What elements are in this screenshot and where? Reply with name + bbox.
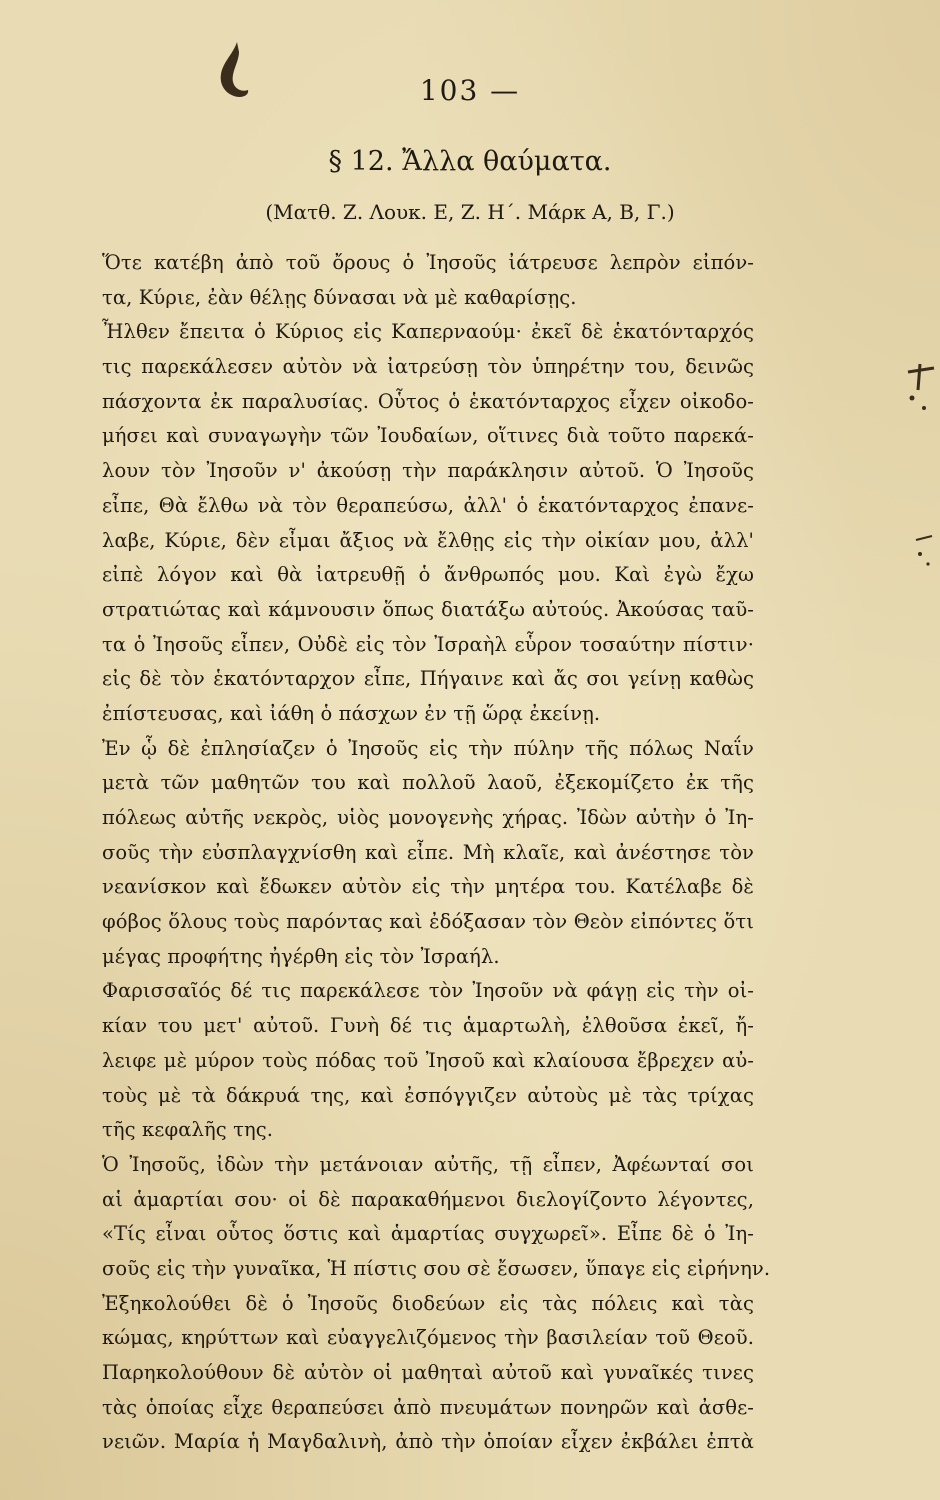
text-line: ἐπίστευσας, καὶ ἰάθη ὁ πάσχων ἐν τῇ ὥρᾳ ἐκείνῃ.: [102, 701, 601, 725]
text-line: στρατιώτας καὶ κάμνουσιν ὅπως διατάξω αὐτούς. Ἀκούσας ταῦ-: [102, 597, 754, 621]
text-line: τα, Κύριε, ἐὰν θέλῃς δύνασαι νὰ μὲ καθαρίσῃς.: [102, 285, 577, 309]
scripture-references: (Ματθ. Ζ. Λουκ. Ε, Ζ. Η΄. Μάρκ Α, Β, Γ.): [265, 200, 675, 224]
text-line: σοῦς εἰς τὴν γυναῖκα, Ἡ πίστις σου σὲ ἔσωσεν, ὕπαγε εἰς εἰρήνην.: [102, 1256, 771, 1280]
text-line: αἱ ἁμαρτίαι σου· οἱ δὲ παρακαθήμενοι διελογίζοντο λέγοντες,: [102, 1187, 754, 1211]
text-line: «Τίς εἶναι οὗτος ὅστις καὶ ἁμαρτίας συγχωρεῖ». Εἶπε δὲ ὁ Ἰη-: [102, 1222, 754, 1246]
section-title: § 12. Ἄλλα θαύματα.: [328, 146, 612, 177]
page-number: 103 —: [419, 74, 521, 107]
text-line: νεανίσκον καὶ ἔδωκεν αὐτὸν εἰς τὴν μητέρα του. Κατέλαβε δὲ: [102, 875, 754, 899]
text-line: λαβε, Κύριε, δὲν εἶμαι ἄξιος νὰ ἔλθῃς εἰς τὴν οἰκίαν μου, ἀλλ': [102, 528, 754, 552]
text-line: κώμας, κηρύττων καὶ εὐαγγελιζόμενος τὴν βασιλείαν τοῦ Θεοῦ.: [102, 1326, 754, 1350]
margin-ink-marks-icon: [898, 350, 940, 610]
text-line: Ἐν ᾧ δὲ ἐπλησίαζεν ὁ Ἰησοῦς εἰς τὴν πύλην τῆς πόλως Ναΐν: [102, 736, 754, 760]
text-line: πάσχοντα ἐκ παραλυσίας. Οὗτος ὁ ἑκατόνταρχος εἶχεν οἰκοδο-: [102, 389, 754, 413]
text-line: τα ὁ Ἰησοῦς εἶπεν, Οὐδὲ εἰς τὸν Ἰσραὴλ εὗρον τοσαύτην πίστιν·: [102, 632, 754, 656]
text-line: Ἐξηκολούθει δὲ ὁ Ἰησοῦς διοδεύων εἰς τὰς πόλεις καὶ τὰς: [102, 1291, 754, 1315]
text-line: Ὁ Ἰησοῦς, ἰδὼν τὴν μετάνοιαν αὐτῆς, τῇ εἶπεν, Ἀφέωνταί σοι: [102, 1152, 754, 1176]
text-line: λουν τὸν Ἰησοῦν ν' ἀκούσῃ τὴν παράκλησιν αὐτοῦ. Ὁ Ἰησοῦς: [102, 459, 754, 483]
text-line: εἶπε, Θὰ ἔλθω νὰ τὸν θεραπεύσω, ἀλλ' ὁ ἑκατόνταρχος ἐπανε-: [102, 493, 754, 517]
text-line: Ὅτε κατέβη ἀπὸ τοῦ ὄρους ὁ Ἰησοῦς ἰάτρευσε λεπρὸν εἰπόν-: [102, 251, 754, 274]
text-line: λειφε μὲ μύρον τοὺς πόδας τοῦ Ἰησοῦ καὶ κλαίουσα ἔβρεχεν αὐ-: [102, 1048, 754, 1072]
text-line: μετὰ τῶν μαθητῶν του καὶ πολλοῦ λαοῦ, ἐξεκομίζετο ἐκ τῆς: [102, 771, 754, 795]
text-line: μήσει καὶ συναγωγὴν τῶν Ἰουδαίων, οἵτινες διὰ τοῦτο παρεκά-: [102, 424, 754, 448]
text-line: φόβος ὅλους τοὺς παρόντας καὶ ἐδόξασαν τὸν Θεὸν εἰπόντες ὅτι: [102, 910, 754, 934]
text-line: τοὺς μὲ τὰ δάκρυά της, καὶ ἐσπόγγιζεν αὐτοὺς μὲ τὰς τρίχας: [102, 1083, 754, 1107]
text-line: τὰς ὁποίας εἶχε θεραπεύσει ἀπὸ πνευμάτων πονηρῶν καὶ ἀσθε-: [102, 1395, 754, 1419]
text-line: νειῶν. Μαρία ἡ Μαγδαλινὴ, ἀπὸ τὴν ὁποίαν εἶχεν ἐκβάλει ἑπτὰ: [102, 1430, 754, 1454]
text-line: Φαρισσαῖός δέ τις παρεκάλεσε τὸν Ἰησοῦν νὰ φάγῃ εἰς τὴν οἰ-: [102, 979, 754, 1003]
text-line: κίαν του μετ' αὐτοῦ. Γυνὴ δέ τις ἁμαρτωλὴ, ἐλθοῦσα ἐκεῖ, ἤ-: [102, 1014, 754, 1038]
text-line: εἰπὲ λόγον καὶ θὰ ἰατρευθῇ ὁ ἄνθρωπός μου. Καὶ ἐγὼ ἔχω: [102, 563, 754, 587]
text-line: μέγας προφήτης ἠγέρθη εἰς τὸν Ἰσραήλ.: [102, 944, 500, 968]
text-line: Ἦλθεν ἔπειτα ὁ Κύριος εἰς Καπερναούμ· ἐκεῖ δὲ ἑκατόνταρχός: [102, 320, 754, 344]
text-line: σοῦς τὴν εὐσπλαγχνίσθη καὶ εἶπε. Μὴ κλαῖε, καὶ ἀνέστησε τὸν: [102, 840, 754, 864]
body-text: [102, 246, 771, 1460]
text-line: Παρηκολούθουν δὲ αὐτὸν οἱ μαθηταὶ αὐτοῦ καὶ γυναῖκές τινες: [102, 1361, 754, 1384]
text-line: πόλεως αὐτῆς νεκρὸς, υἱὸς μονογενὴς χήρας. Ἰδὼν αὐτὴν ὁ Ἰη-: [102, 806, 754, 829]
text-line: τις παρεκάλεσεν αὐτὸν νὰ ἰατρεύσῃ τὸν ὑπηρέτην του, δεινῶς: [102, 355, 754, 379]
text-line: τῆς κεφαλῆς της.: [102, 1118, 274, 1142]
text-line: εἰς δὲ τὸν ἑκατόνταρχον εἶπε, Πήγαινε καὶ ἄς σοι γείνῃ καθὼς: [102, 667, 754, 691]
